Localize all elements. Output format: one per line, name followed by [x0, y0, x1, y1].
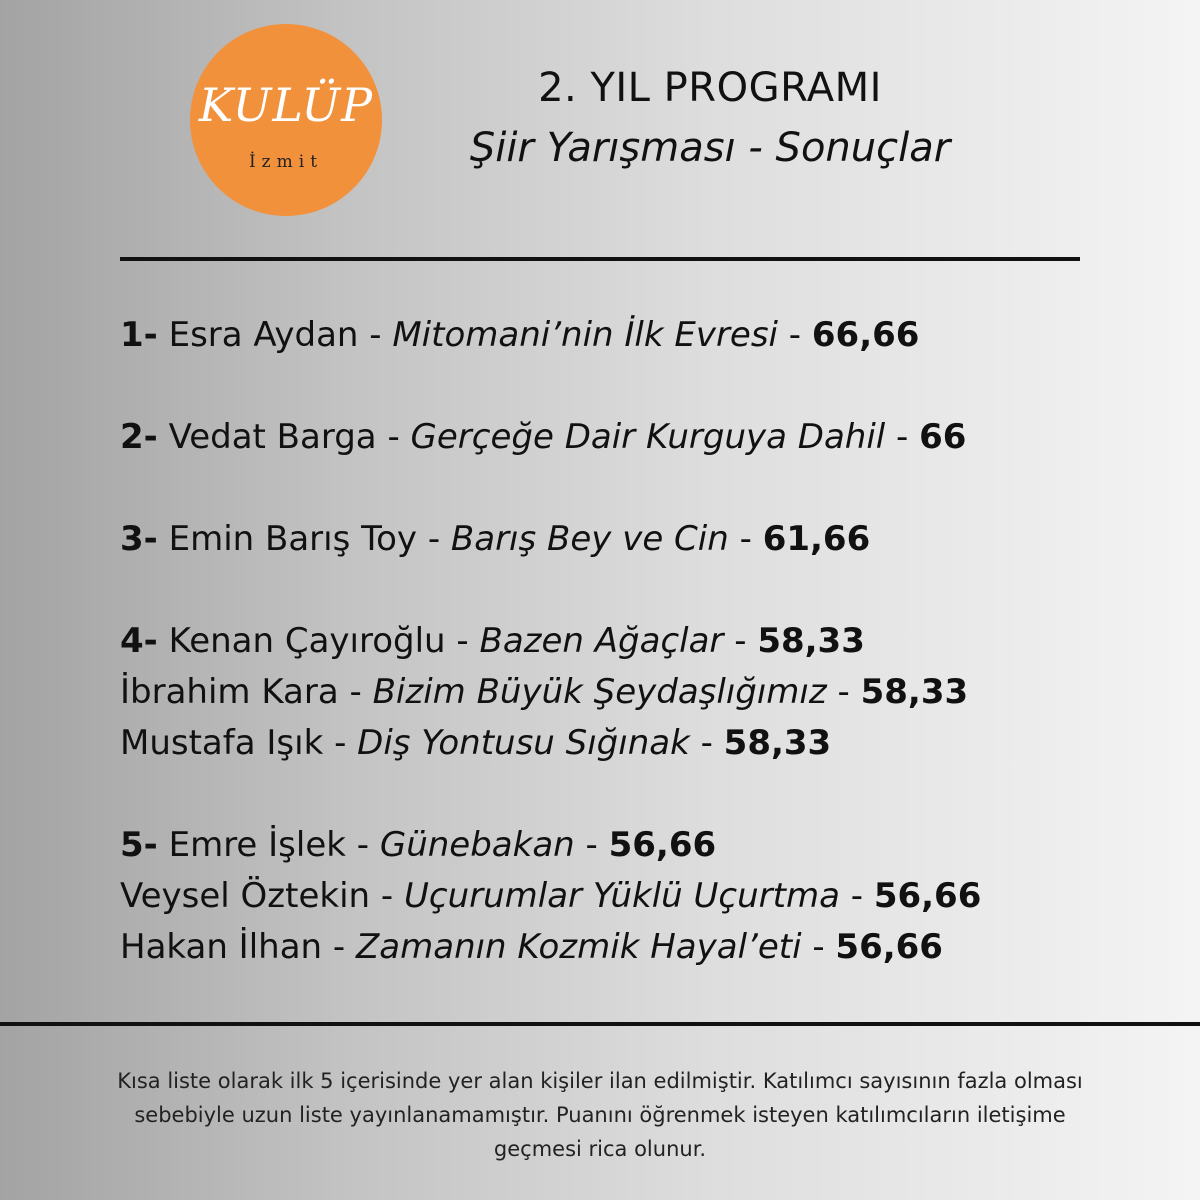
participant-name: Esra Aydan [168, 315, 359, 355]
result-row: 5- Emre İşlek - Günebakan - 56,66 [120, 825, 717, 865]
participant-name: Vedat Barga [168, 417, 377, 457]
score-value: 58,33 [860, 672, 969, 712]
result-group [120, 310, 1180, 361]
results-list [120, 310, 1180, 1024]
poem-title: Bazen Ağaçlar [479, 621, 724, 661]
score-value: 56,66 [608, 825, 717, 865]
rank-label: 1- [120, 315, 158, 355]
rank-label: 2- [120, 417, 158, 457]
poem-title: Uçurumlar Yüklü Uçurtma [403, 876, 840, 916]
participant-name: Veysel Öztekin [120, 876, 371, 916]
page-title: 2. YIL PROGRAMI [538, 65, 882, 111]
result-row: Hakan İlhan - Zamanın Kozmik Hayal’eti - 56,66 [120, 927, 943, 967]
rank-label: 5- [120, 825, 158, 865]
participant-name: Emin Barış Toy [168, 519, 418, 559]
score-value: 61,66 [762, 519, 871, 559]
result-group [120, 412, 1180, 463]
rank-label: 4- [120, 621, 158, 661]
result-group [120, 616, 1180, 769]
result-row: Veysel Öztekin - Uçurumlar Yüklü Uçurtma - 56,66 [120, 876, 982, 916]
score-value: 58,33 [723, 723, 832, 763]
result-row: İbrahim Kara - Bizim Büyük Şeydaşlığımız - 58,33 [120, 672, 969, 712]
participant-name: Hakan İlhan [120, 927, 323, 967]
poem-title: Mitomani’nin İlk Evresi [392, 315, 778, 355]
participant-name: Kenan Çayıroğlu [168, 621, 446, 661]
logo-sub-text: İzmit [248, 152, 324, 172]
participant-name: İbrahim Kara [120, 672, 339, 712]
logo-main-text: KULÜP [198, 78, 374, 132]
result-row: 2- Vedat Barga - Gerçeğe Dair Kurguya Dahil - 66 [120, 417, 967, 457]
poem-title: Barış Bey ve Cin [450, 519, 729, 559]
result-group [120, 820, 1180, 973]
top-divider [120, 257, 1080, 261]
poem-title: Gerçeğe Dair Kurguya Dahil [410, 417, 886, 457]
result-row: Mustafa Işık - Diş Yontusu Sığınak - 58,33 [120, 723, 832, 763]
result-row: 1- Esra Aydan - Mitomani’nin İlk Evresi - 66,66 [120, 315, 920, 355]
footnote: Kısa liste olarak ilk 5 içerisinde yer alan kişiler ilan edilmiştir. Katılımcı sayısının fazla olması sebebiyle uzun liste yayınlanamamıştır. Puanını öğrenmek isteyen katılımcıların iletişime geçmesi rica olunur. [117, 1069, 1083, 1161]
score-value: 56,66 [835, 927, 943, 967]
poem-title: Diş Yontusu Sığınak [357, 723, 690, 763]
result-row: 3- Emin Barış Toy - Barış Bey ve Cin - 61,66 [120, 519, 871, 559]
participant-name: Mustafa Işık [120, 723, 324, 763]
result-group [120, 514, 1180, 565]
club-logo [190, 24, 382, 216]
poem-title: Günebakan [379, 825, 575, 865]
page-subtitle: Şiir Yarışması - Sonuçlar [469, 125, 951, 171]
score-value: 66,66 [811, 315, 920, 355]
score-value: 56,66 [873, 876, 982, 916]
score-value: 58,33 [757, 621, 865, 661]
poem-title: Zamanın Kozmik Hayal’eti [355, 927, 802, 967]
rank-label: 3- [120, 519, 158, 559]
bottom-divider [0, 1022, 1200, 1026]
score-value: 66 [919, 417, 967, 457]
poem-title: Bizim Büyük Şeydaşlığımız [372, 672, 827, 712]
participant-name: Emre İşlek [168, 825, 346, 865]
result-row: 4- Kenan Çayıroğlu - Bazen Ağaçlar - 58,33 [120, 621, 865, 661]
